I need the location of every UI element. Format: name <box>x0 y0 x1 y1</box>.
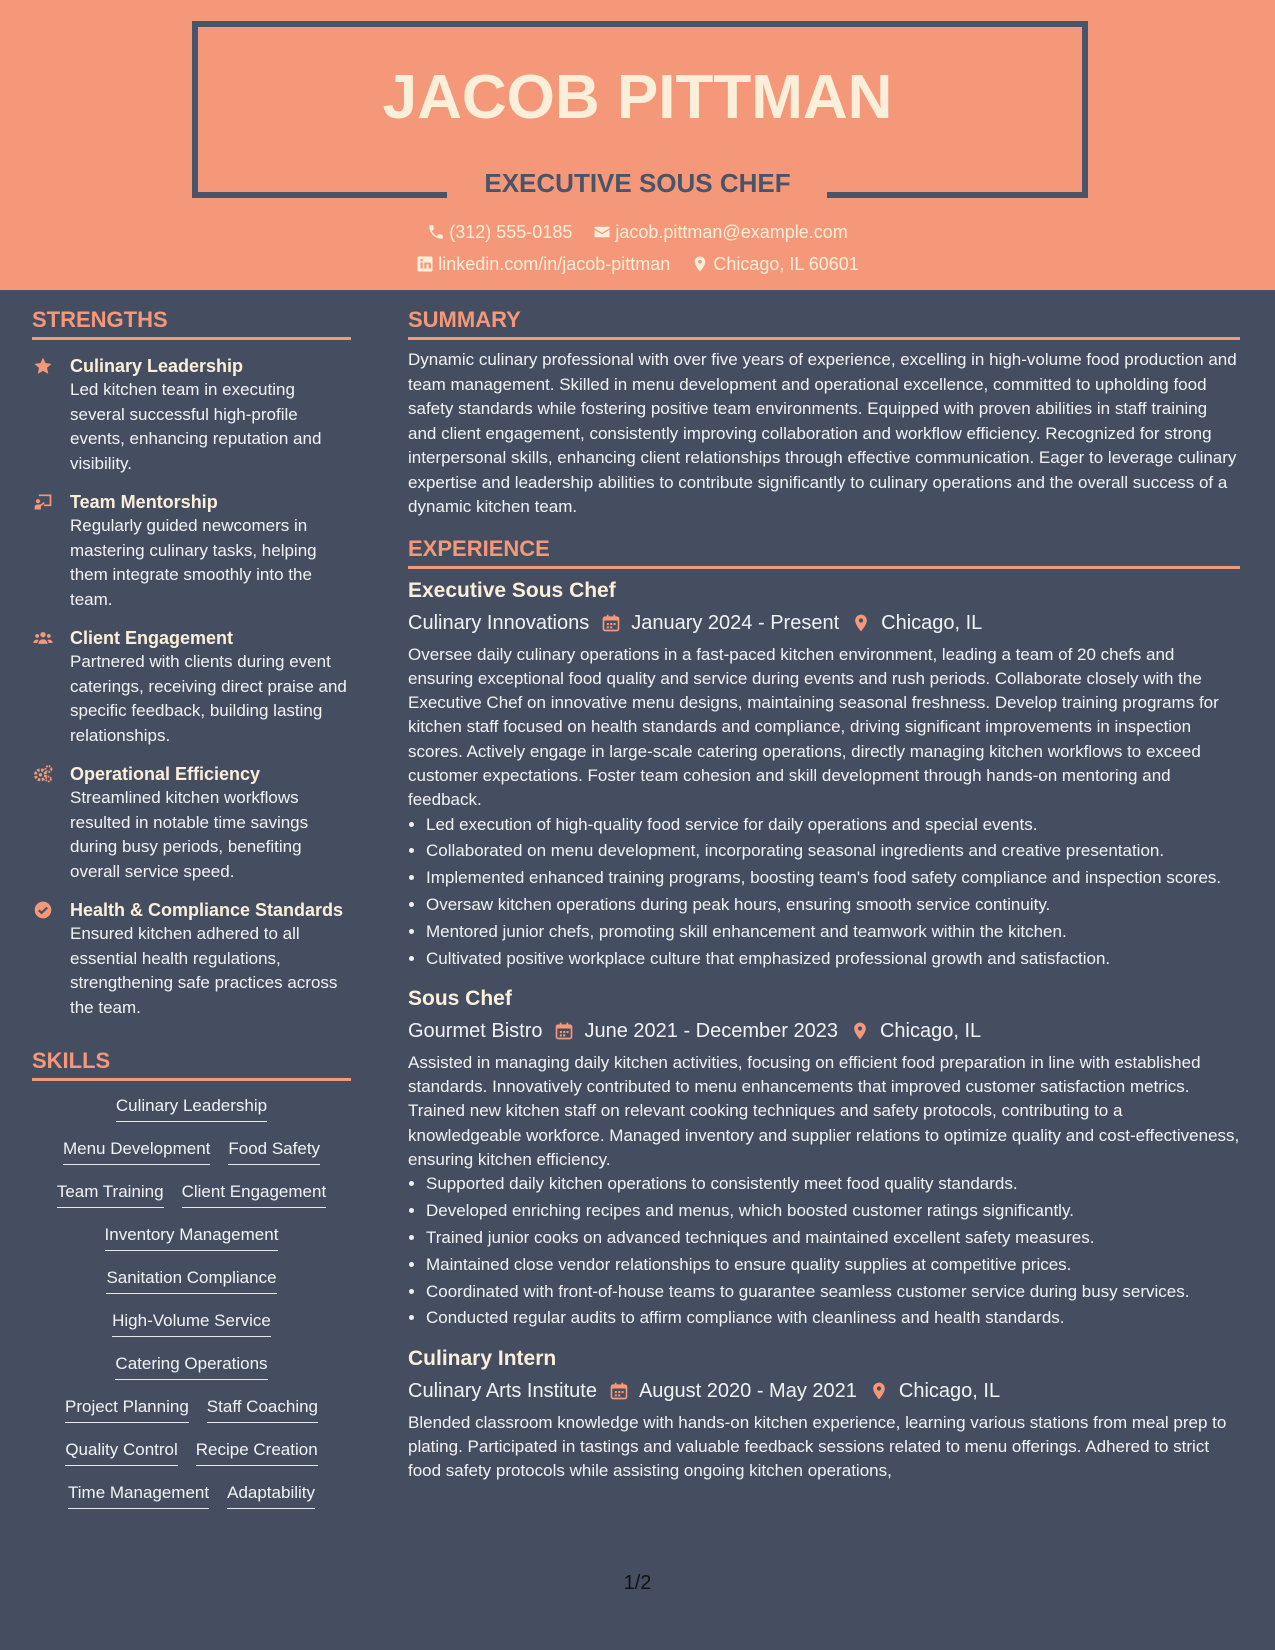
job-description: Blended classroom knowledge with hands-on kitchen experience, learning various stations from meal prep to plating. Participated in tastings and valuable feedback sessions related to menu offerings. Adhered to strict food safety protocols while assisting ongoing kitchen operations, <box>408 1412 1227 1481</box>
summary-text: Dynamic culinary professional with over five years of experience, excelling in high-volume food production and team management. Skilled in menu development and operational excellence, committed to upholding food safety standards while fostering positive team environments. Equipped with proven abilities in staff training and client engagement, consistently improving collaboration and workflow efficiency. Recognized for strong interpersonal skills, enhancing client relationships through effective communication. Eager to leverage culinary expertise and leadership abilities to contribute significantly to culinary operations and the overall success of a dynamic kitchen team. <box>408 350 1237 516</box>
page-indicator: 1/2 <box>623 1572 652 1594</box>
strength-title: Team Mentorship <box>70 492 218 512</box>
skill-tag: Team Training <box>57 1180 164 1208</box>
bullet-item: • Trained junior cooks on advanced techniques and maintained excellent safety measures. <box>426 1226 1240 1250</box>
phone-text: (312) 555-0185 <box>449 222 573 242</box>
bullet-item: • Supported daily kitchen operations to consistently meet food quality standards. <box>426 1172 1240 1196</box>
strength-title: Operational Efficiency <box>70 764 261 784</box>
phone-contact[interactable] <box>427 219 572 245</box>
strength-item <box>32 354 351 476</box>
experience-entry <box>408 577 1240 971</box>
strength-text: Regularly guided newcomers in mastering culinary tasks, helping them integrate smoothly into the team. <box>70 516 317 609</box>
experience-entry <box>408 985 1240 1331</box>
skill-tag: Staff Coaching <box>207 1395 318 1423</box>
users-icon <box>32 628 54 648</box>
contact-row-2 <box>0 251 1275 280</box>
skill-tag: Sanitation Compliance <box>106 1266 276 1294</box>
star-icon <box>32 356 54 376</box>
skill-tag: Client Engagement <box>182 1180 327 1208</box>
skill-tag: Adaptability <box>227 1481 315 1509</box>
job-dates: August 2020 - May 2021 <box>638 1379 857 1402</box>
bullet-item: • Collaborated on menu development, incorporating seasonal ingredients and creative presentation. <box>426 839 1240 863</box>
company-name: Culinary Innovations <box>408 611 590 634</box>
bullet-item: • Implemented enhanced training programs, boosting team's food safety compliance and inspection scores. <box>426 866 1240 890</box>
skill-row <box>32 1094 351 1122</box>
bullet-item: • Oversaw kitchen operations during peak hours, ensuring smooth service continuity. <box>426 893 1240 917</box>
skill-tag: Menu Development <box>63 1137 210 1165</box>
right-column <box>408 305 1240 1484</box>
experience-heading: EXPERIENCE <box>408 534 1240 569</box>
bullet-item: • Developed enriching recipes and menus, which boosted customer ratings significantly. <box>426 1199 1240 1223</box>
calendar-icon <box>601 613 621 633</box>
skill-row <box>32 1438 351 1466</box>
strength-item <box>32 762 351 884</box>
bullet-item: • Maintained close vendor relationships to ensure quality supplies at competitive prices. <box>426 1253 1240 1277</box>
strength-item <box>32 898 351 1020</box>
job-meta <box>408 1015 1240 1047</box>
skill-row <box>32 1352 351 1380</box>
header-banner <box>0 0 1275 290</box>
strength-text: Led kitchen team in executing several successful high-profile events, enhancing reputation and visibility. <box>70 380 322 473</box>
job-title: Sous Chef <box>408 986 512 1010</box>
linkedin-contact[interactable] <box>416 251 670 277</box>
strength-title: Health & Compliance Standards <box>70 900 344 920</box>
bullet-item: • Led execution of high-quality food service for daily operations and special events. <box>426 813 1240 837</box>
job-description: Oversee daily culinary operations in a fast-paced kitchen environment, leading a team of 20 chefs and ensuring exceptional food quality and service during events and rush periods. Collaborate closely with the Executive Chef on innovative menu designs, maintaining seasonal freshness. Develop training programs for kitchen staff focused on health standards and compliance, driving significant improvements in inspection scores. Actively engage in large-scale catering operations, directly managing kitchen workflows to exceed customer expectations. Foster team cohesion and skill development through hands-on mentoring and feedback. <box>408 644 1219 810</box>
job-meta <box>408 1375 1240 1407</box>
job-dates: January 2024 - Present <box>631 611 840 634</box>
strength-title: Culinary Leadership <box>70 356 244 376</box>
skill-row <box>32 1266 351 1294</box>
skills-heading: SKILLS <box>32 1046 351 1081</box>
skills-list <box>32 1094 351 1509</box>
skill-row <box>32 1223 351 1251</box>
bullet-item: • Coordinated with front-of-house teams to guarantee seamless customer service during busy services. <box>426 1280 1240 1304</box>
job-bullets <box>408 813 1240 971</box>
company-name: Gourmet Bistro <box>408 1019 543 1042</box>
candidate-name: JACOB PITTMAN <box>382 63 893 132</box>
skill-tag: Culinary Leadership <box>116 1094 267 1122</box>
strength-text: Partnered with clients during event caterings, receiving direct praise and specific feedback, building lasting relationships. <box>70 652 347 745</box>
job-location: Chicago, IL <box>898 1379 1001 1402</box>
left-column <box>32 305 351 1524</box>
strength-text: Ensured kitchen adhered to all essential health regulations, strengthening safe practices across the team. <box>70 924 338 1017</box>
job-dates: June 2021 - December 2023 <box>584 1019 838 1042</box>
skill-tag: High-Volume Service <box>112 1309 271 1337</box>
strength-title: Client Engagement <box>70 628 234 648</box>
skill-tag: Project Planning <box>65 1395 189 1423</box>
skill-tag: Quality Control <box>65 1438 177 1466</box>
contact-row-1 <box>0 219 1275 248</box>
summary-heading: SUMMARY <box>408 305 1240 340</box>
strengths-heading: STRENGTHS <box>32 305 351 340</box>
skill-row <box>32 1309 351 1337</box>
job-location: Chicago, IL <box>881 611 983 634</box>
check-circle-icon <box>32 900 54 920</box>
skill-row <box>32 1137 351 1165</box>
job-title: Executive Sous Chef <box>408 578 616 602</box>
bullet-item: • Cultivated positive workplace culture that emphasized professional growth and satisfaction. <box>426 947 1240 971</box>
skill-row <box>32 1395 351 1423</box>
email-text: jacob.pittman@example.com <box>615 222 848 242</box>
skill-tag: Inventory Management <box>105 1223 279 1251</box>
calendar-icon <box>554 1021 574 1041</box>
experience-entry <box>408 1345 1240 1484</box>
job-location: Chicago, IL <box>879 1019 982 1042</box>
skill-row <box>32 1481 351 1509</box>
map-pin-icon <box>851 613 871 633</box>
skill-row <box>32 1180 351 1208</box>
map-pin-icon <box>850 1021 870 1041</box>
location-text: Chicago, IL 60601 <box>713 254 859 274</box>
skill-tag: Time Management <box>68 1481 209 1509</box>
strength-text: Streamlined kitchen workflows resulted in notable time savings during busy periods, benefiting overall service speed. <box>70 788 309 881</box>
job-title: Culinary Intern <box>408 1346 557 1370</box>
company-name: Culinary Arts Institute <box>408 1379 597 1402</box>
linkedin-text: linkedin.com/in/jacob-pittman <box>438 254 671 274</box>
email-contact[interactable] <box>593 219 847 245</box>
map-pin-icon <box>691 255 709 273</box>
experience-list <box>408 577 1240 1484</box>
map-pin-icon <box>869 1381 889 1401</box>
skill-tag: Catering Operations <box>115 1352 267 1380</box>
phone-icon <box>427 223 445 241</box>
envelope-icon <box>593 223 611 241</box>
job-description: Assisted in managing daily kitchen activities, focusing on efficient food preparation in line with established standards. Innovatively contributed to menu enhancements that improved customer satisfaction metrics. Trained new kitchen staff on relevant cooking techniques and safety protocols, contributing to a knowledgeable workforce. Managed inventory and supplier relations to optimize quality and cost-effectiveness, ensuring kitchen efficiency. <box>408 1052 1240 1170</box>
job-bullets <box>408 1172 1240 1330</box>
skill-tag: Recipe Creation <box>196 1438 318 1466</box>
job-headline: EXECUTIVE SOUS CHEF <box>484 168 791 198</box>
strength-item <box>32 626 351 748</box>
strength-item <box>32 490 351 612</box>
linkedin-icon <box>416 255 434 273</box>
bullet-item: • Mentored junior chefs, promoting skill enhancement and teamwork within the kitchen. <box>426 920 1240 944</box>
job-meta <box>408 607 1240 639</box>
mentor-icon <box>32 492 54 512</box>
gears-icon <box>32 764 54 784</box>
location-contact <box>691 251 858 277</box>
bullet-item: • Conducted regular audits to affirm compliance with cleanliness and health standards. <box>426 1306 1240 1330</box>
calendar-icon <box>609 1381 629 1401</box>
skill-tag: Food Safety <box>228 1137 320 1165</box>
